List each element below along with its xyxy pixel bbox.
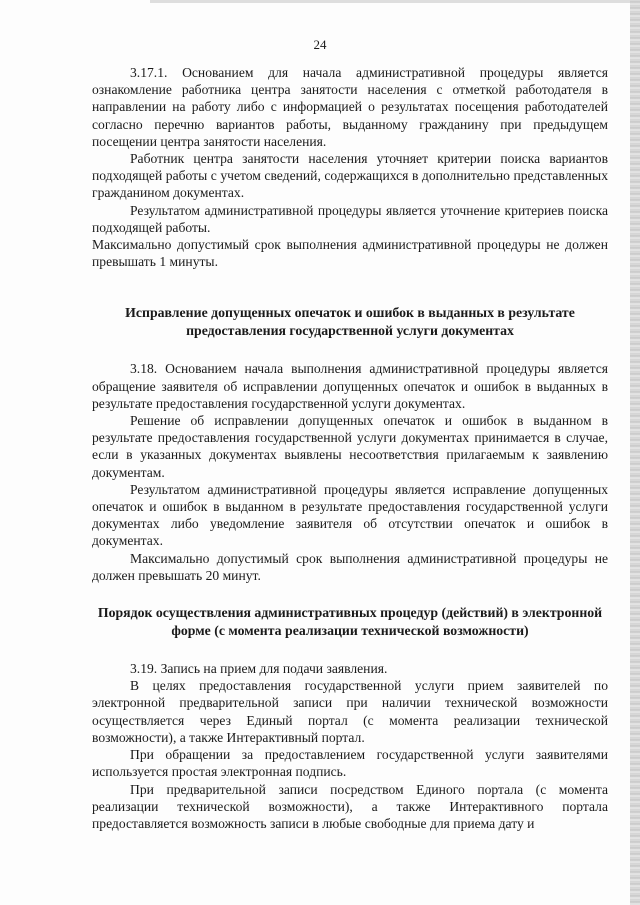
scan-edge-top xyxy=(150,0,630,3)
document-body xyxy=(92,64,608,832)
spacer xyxy=(92,270,608,304)
paragraph-3-17-3: Результатом административной процедуры является уточнение критериев поиска подходящей работы. xyxy=(92,202,608,235)
paragraph-3-17-4: Максимально допустимый срок выполнения административной процедуры не должен превышать 1 минуты. xyxy=(92,237,608,270)
spacer xyxy=(92,640,608,660)
spacer xyxy=(92,340,608,360)
heading-corrections: Исправление допущенных опечаток и ошибок в выданных в результате предоставления государственной услуги документах xyxy=(125,305,575,339)
paragraph-3-19-2: В целях предоставления государственной услуги прием заявителей по электронной предварительной записи при наличии технической возможности осуществляется через Единый портал (с момента реализации технической возможности), а также Интерактивный портал. xyxy=(92,678,608,745)
paragraph-3-19-1: 3.19. Запись на прием для подачи заявления. xyxy=(130,661,388,677)
scan-edge-right xyxy=(630,0,640,905)
paragraph-3-19-3: При обращении за предоставлением государственной услуги заявителями используется простая электронная подпись. xyxy=(92,747,608,780)
paragraph-3-18-4: Максимально допустимый срок выполнения административной процедуры не должен превышать 20 минут. xyxy=(92,550,608,583)
paragraph-3-17-2: Работник центра занятости населения уточняет критерии поиска вариантов подходящей работы с учетом сведений, содержащихся в дополнительно представленных гражданином документах. xyxy=(92,151,608,201)
paragraph-3-18-2: Решение об исправлении допущенных опечаток и ошибок в выданном в результате предоставления государственной услуги документах принимается в случае, если в указанных документах выявлены несоответствия прилагаемым к заявлению документам. xyxy=(92,413,608,480)
spacer xyxy=(92,584,608,604)
paragraph-3-18-1: 3.18. Основанием начала выполнения административной процедуры является обращение заявителя об исправлении допущенных опечаток и ошибок в выданных в результате предоставления государственной услуги документах. xyxy=(92,361,608,411)
paragraph-3-19-4: При предварительной записи посредством Единого портала (с момента реализации технической возможности), а также Интерактивного портала предоставляется возможность записи в любые свободные для приема дату и xyxy=(92,781,608,831)
page-number: 24 xyxy=(313,37,327,52)
paragraph-3-18-3: Результатом административной процедуры является исправление допущенных опечаток и ошибок в выданном в результате предоставления государственной услуги документах либо уведомление заявителя об отсутствии опечаток и ошибок в документах. xyxy=(92,481,608,549)
heading-electronic-procedures: Порядок осуществления административных процедур (действий) в электронной форме (с момента реализации технической возможности) xyxy=(97,605,603,639)
paragraph-3-17-1: 3.17.1. Основанием для начала административной процедуры является ознакомление работника центра занятости населения с отметкой работодателя в направлении на работу либо с информацией о результатах посещения работодателей согласно перечню вариантов работы, выданному гражданину при предыдущем посещении центра занятости населения. xyxy=(92,65,608,149)
